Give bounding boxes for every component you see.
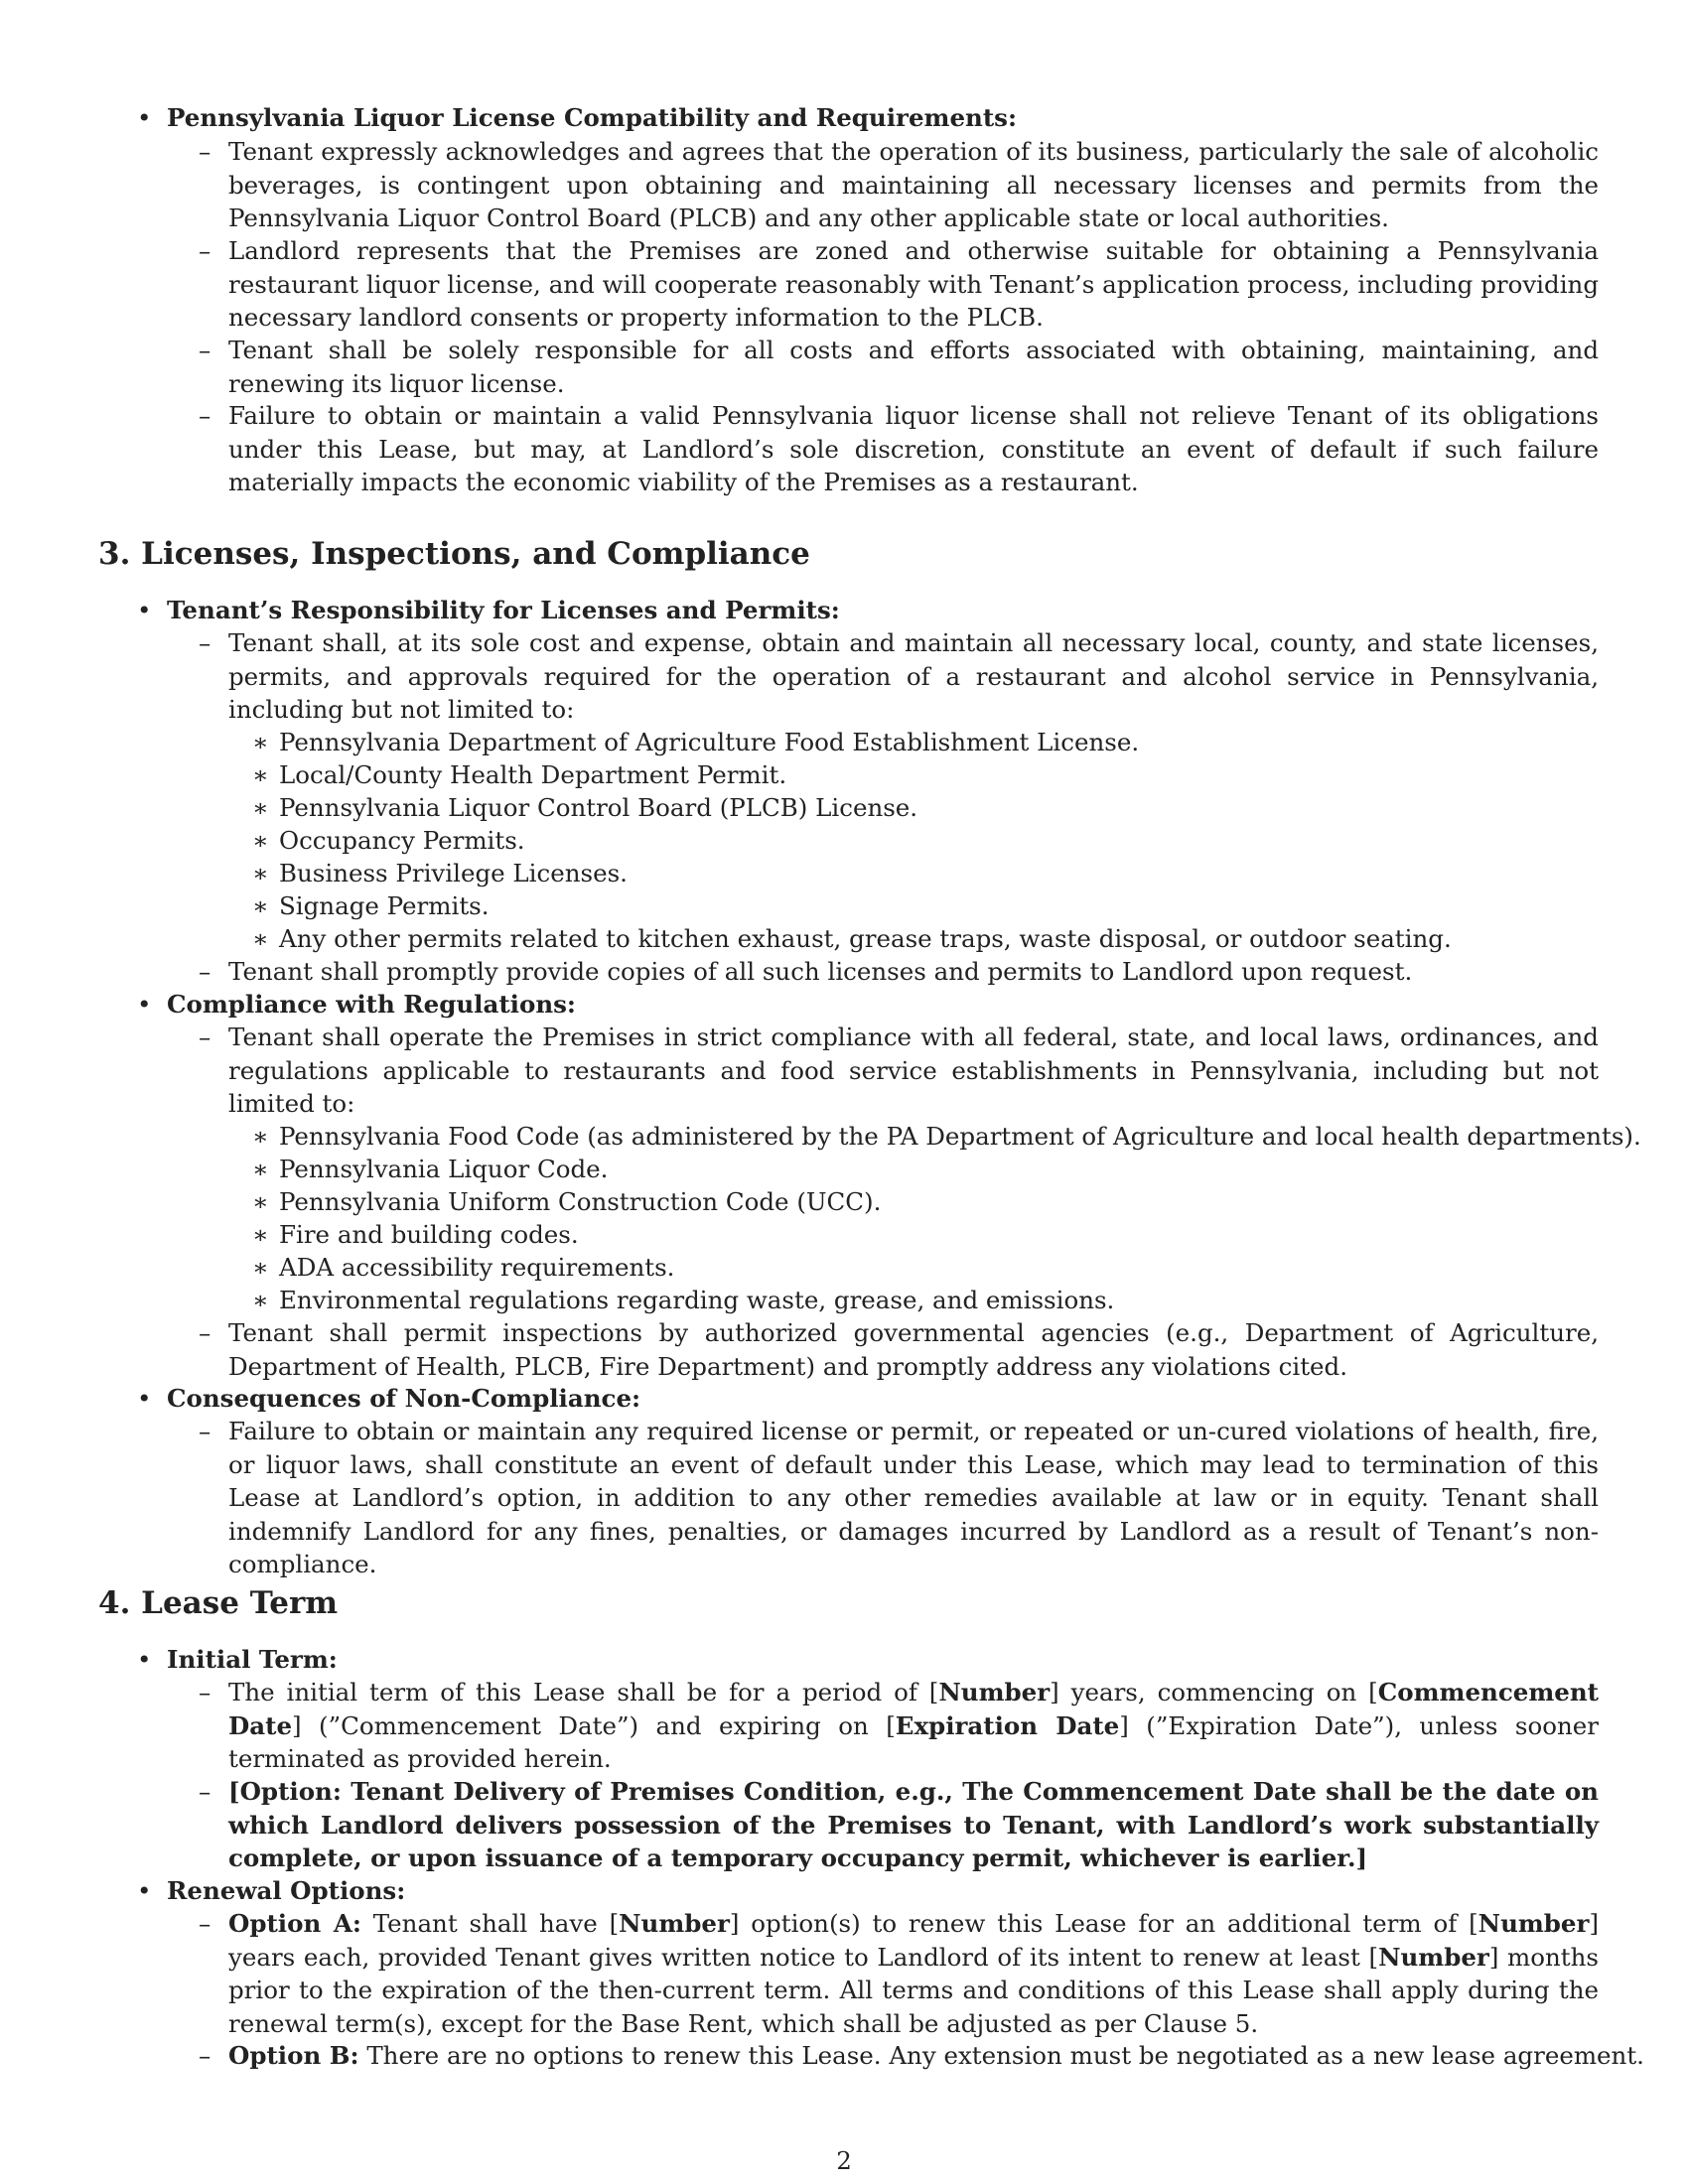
asterisk: ∗ [252,1253,269,1282]
license-list-item: Pennsylvania Department of Agriculture Food Establishment License. [279,728,1140,756]
license-list-item: Occupancy Permits. [279,826,525,855]
renewal-options-heading: Renewal Options: [167,1876,406,1905]
consequences-text: Failure to obtain or maintain any required license or permit, or repeated or un-cured violations of health, fire, or liquor laws, shall constitute an event of default under this Lease, which may lead to termination of this Lease at Landlord’s option, in addition to any other remedies available at law or in equity. Tenant shall indemnify Landlord for any fines, penalties, or damages incurred by Landlord as a result of Tenant’s non-compliance. [228,1417,1599,1578]
asterisk: ∗ [252,1286,269,1314]
number-field: Number [1378,1942,1489,1972]
compliance-intro: Tenant shall operate the Premises in strict compliance with all federal, state, and local laws, ordinances, and regulations applicable to restaurants and food service establishments in Pennsylvania, including but not limited to: [228,1023,1599,1118]
commencement-option-text: [Option: Tenant Delivery of Premises Condition, e.g., The Commencement Date shall be the date on which Landlord delivers possession of the Premises to Tenant, with Landlord’s work substantially complete, or upon issuance of a temporary occupancy permit, whichever is earlier.] [228,1777,1599,1872]
renewal-option-b: Option B: There are no options to renew this Lease. Any extension must be negotiated as a new lease agreement. [228,2041,1644,2070]
liquor-item-2: Landlord represents that the Premises are zoned and otherwise suitable for obtaining a Pennsylvania restaurant liquor license, and will cooperate reasonably with Tenant’s application process, including providing necessary landlord consents or property information to the PLCB. [228,236,1599,332]
bullet: • [137,1876,152,1905]
license-list-item: Signage Permits. [279,891,490,920]
consequences-heading: Consequences of Non-Compliance: [167,1384,641,1413]
licenses-copies: Tenant shall promptly provide copies of all such licenses and permits to Landlord upon request. [228,957,1413,986]
regulation-list-item: Pennsylvania Liquor Code. [279,1155,609,1183]
liquor-item-1: Tenant expressly acknowledges and agrees that the operation of its business, particularly the sale of alcoholic beverages, is contingent upon obtaining and maintaining all necessary licenses and permits from the Pennsylvania Liquor Control Board (PLCB) and any other applicable state or local authorities. [228,137,1599,232]
bullet: • [137,990,152,1019]
asterisk: ∗ [252,826,269,855]
license-list-item: Any other permits related to kitchen exhaust, grease traps, waste disposal, or outdoor seating. [279,924,1452,953]
dash: – [199,336,211,364]
dash: – [199,137,211,166]
dash: – [199,628,211,657]
bullet: • [137,596,152,624]
bullet: • [137,103,152,132]
dash: – [199,401,211,430]
licenses-heading: Tenant’s Responsibility for Licenses and Permits: [167,596,840,624]
asterisk: ∗ [252,1220,269,1249]
compliance-inspections: Tenant shall permit inspections by authorized governmental agencies (e.g., Department of Agriculture, Department of Health, PLCB, Fire Department) and promptly address any violations cited. [228,1318,1599,1381]
regulation-list-item: Environmental regulations regarding waste, grease, and emissions. [279,1286,1115,1314]
number-field: Number [619,1909,730,1938]
asterisk: ∗ [252,760,269,789]
asterisk: ∗ [252,924,269,953]
option-a-label: Option A: [228,1909,361,1938]
dash: – [199,2041,211,2070]
dash: – [199,236,211,265]
number-field: Number [1477,1909,1590,1938]
section-4-title: 4. Lease Term [98,1585,339,1621]
dash: – [199,1678,211,1706]
asterisk: ∗ [252,1122,269,1151]
dash: – [199,957,211,986]
license-list-item: Local/County Health Department Permit. [279,760,787,789]
dash: – [199,1023,211,1051]
asterisk: ∗ [252,728,269,756]
regulation-list-item: ADA accessibility requirements. [279,1253,675,1282]
page-number: 2 [836,2146,852,2175]
regulation-list-item: Pennsylvania Food Code (as administered by the PA Department of Agriculture and local health departments). [279,1122,1641,1151]
asterisk: ∗ [252,1187,269,1216]
asterisk: ∗ [252,793,269,822]
section-3-title: 3. Licenses, Inspections, and Compliance [98,536,810,572]
liquor-license-heading: Pennsylvania Liquor License Compatibility and Requirements: [167,103,1018,132]
dash: – [199,1318,211,1347]
bullet: • [137,1384,152,1413]
initial-term-heading: Initial Term: [167,1645,338,1674]
option-b-label: Option B: [228,2041,359,2070]
regulation-list-item: Fire and building codes. [279,1220,579,1249]
number-field: Number [938,1678,1051,1706]
regulation-list-item: Pennsylvania Uniform Construction Code (UCC). [279,1187,882,1216]
expiration-date-field: Expiration Date [895,1710,1120,1740]
asterisk: ∗ [252,891,269,920]
dash: – [199,1417,211,1445]
asterisk: ∗ [252,859,269,887]
dash: – [199,1909,211,1938]
licenses-intro: Tenant shall, at its sole cost and expense, obtain and maintain all necessary local, county, and state licenses, permits, and approvals required for the operation of a restaurant and alcohol service in Pennsylvania, including but not limited to: [228,628,1599,724]
initial-term-text: The initial term of this Lease shall be for a period of [Number] years, commencing on [Commencement Date] (”Commencement Date”) and expiring on [Expiration Date] (”Expiration Date”), unless sooner terminated as provided herein. [228,1678,1599,1773]
asterisk: ∗ [252,1155,269,1183]
dash: – [199,1777,211,1806]
liquor-item-3: Tenant shall be solely responsible for all costs and efforts associated with obtaining, maintaining, and renewing its liquor license. [228,336,1599,398]
commencement-date-field: Commencement Date [228,1678,1599,1740]
license-list-item: Pennsylvania Liquor Control Board (PLCB) License. [279,793,918,822]
license-list-item: Business Privilege Licenses. [279,859,628,887]
renewal-option-a: Option A: Tenant shall have [Number] option(s) to renew this Lease for an additional term of [Number] years each, provided Tenant gives written notice to Landlord of its intent to renew at least [Number] months prior to the expiration of the then-current term. All terms and conditions of this Lease shall apply during the renewal term(s), except for the Base Rent, which shall be adjusted as per Clause 5. [228,1909,1599,2038]
liquor-item-4: Failure to obtain or maintain a valid Pennsylvania liquor license shall not relieve Tenant of its obligations under this Lease, but may, at Landlord’s sole discretion, constitute an event of default if such failure materially impacts the economic viability of the Premises as a restaurant. [228,401,1599,496]
bullet: • [137,1645,152,1674]
compliance-heading: Compliance with Regulations: [167,990,576,1019]
